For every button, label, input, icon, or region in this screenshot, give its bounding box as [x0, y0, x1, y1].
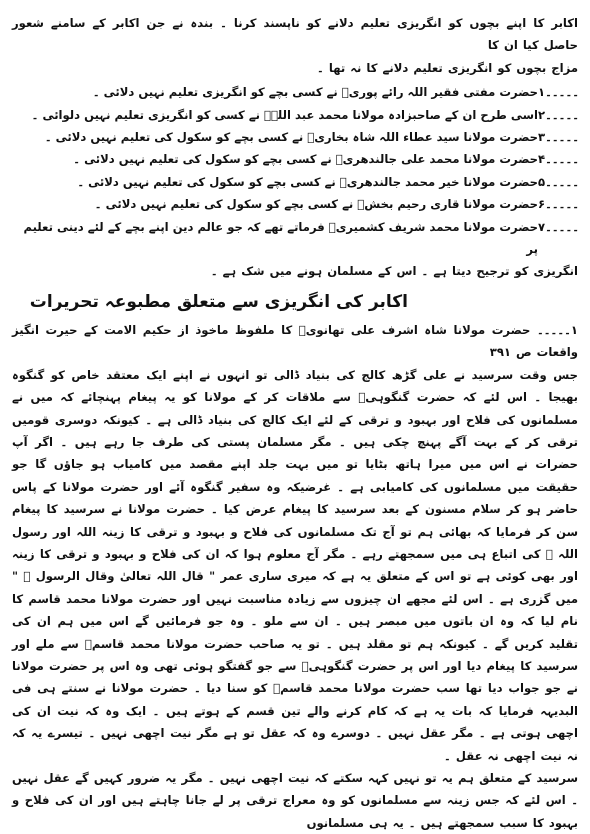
list-item: [12, 171, 578, 193]
list-text: حضرت مولانا محمد شریف کشمیریؒ فرماتے تھے کہ جو عالم دین اپنے بچے کے لئے دینی تعلیم پر: [23, 219, 538, 257]
list-item: [12, 126, 578, 148]
list-text: حضرت مولانا محمد علی جالندھریؒ نے کسی بچے کو سکول کی تعلیم نہیں دلائی ۔: [73, 152, 538, 167]
section-heading: اکابر کی انگریزی سے متعلق مطبوعہ تحریرات: [29, 291, 408, 312]
list-item: [12, 193, 578, 215]
list-number: ۲۔۔۔۔۔: [538, 107, 580, 122]
list-number: ۵۔۔۔۔۔: [538, 174, 580, 189]
list-number: ۳۔۔۔۔۔: [538, 130, 580, 145]
body-paragraph-closing: سرسید کے متعلق ہم یہ تو نہیں کہہ سکتے کہ نیت اچھی نہیں ۔ مگر یہ ضرور کہیں گے عقل نہیں ۔ اس لئے کہ جس زینہ سے مسلمانوں کو وہ معراج ترقی پر لے جانا چاہتے ہیں اور ان کی فلاح و بہبود کا سبب سمجھتے ہیں ۔ یہ ہی مسلمانوں: [12, 771, 578, 830]
body-paragraph-source: ۱۔۔۔۔۔ حضرت مولانا شاہ اشرف علی تھانویؒ کا ملفوظ ماخوذ از حکیم الامت کے حیرت انگیز واقعات ص ۳۹۱: [12, 322, 578, 360]
list-number: ۴۔۔۔۔۔: [538, 152, 580, 167]
body-paragraph-main: جس وقت سرسید نے علی گڑھ کالج کی بنیاد ڈالی تو انہوں نے اپنے ایک معتقد خاص کو گنگوہ بھیجا ۔ اس لئے کہ حضرت گنگوہیؒ سے ملاقات کر کے مولانا کو یہ پیغام پہنچائے کہ میں نے مسلمانوں کی فلاح اور بہبود و ترقی کے لئے ایک کالج کی بنیاد ڈالی ہے ۔ کیونکہ دوسری قومیں ترقی کر کے بہت آگے پہنچ چکی ہیں ۔ مگر مسلمان پستی کی طرف جا رہے ہیں ۔ اگر آپ حضرات نے اس میں میرا ہاتھ بٹایا تو میں بہت جلد اپنے مقصد میں کامیاب ہو جاؤں گا جو حقیقت میں مسلمانوں کی کامیابی ہے ۔ غرضیکہ وہ سفیر گنگوہ آئے اور حضرت مولانا کے پاس حاضر ہو کر سلام مسنون کے بعد سرسید کا پیغام عرض کیا ۔ حضرت مولانا نے سرسید کا پیغام سن کر فرمایا کہ بھائی ہم تو آج تک مسلمانوں کی فلاح و بہبود و ترقی کا زینہ اللہ اور رسول اللہ ﷺ کی اتباع ہی میں سمجھتے رہے ۔ مگر آج معلوم ہوا کہ ان کی فلاح و بہبود و ترقی کا زینہ اور بھی کوئی ہے تو اس کے متعلق یہ ہے کہ میری ساری عمر " قال اللہ تعالیٰ وقال الرسول ﷺ " میں گزری ہے ۔ اس لئے مجھے ان چیزوں سے زیادہ مناسبت نہیں اور حضرت مولانا محمد قاسم کا نام لیا کہ وہ ان باتوں میں مبصر ہیں ۔ ان سے ملو ۔ وہ جو فرمائیں گے اس میں ہم ان کی تقلید کریں گے ۔ کیونکہ ہم تو مقلد ہیں ۔ تو یہ صاحب حضرت مولانا محمد قاسمؒ سے ملے اور سرسید کا پیغام دیا اور اس پر حضرت گنگوہیؒ سے جو گفتگو ہوئی تھی وہ اس پر حضرت مولانا نے جو جواب دیا تھا سب حضرت مولانا محمد قاسمؒ کو سنا دیا ۔ حضرت مولانا نے سنتے ہی فی البدیہہ فرمایا کہ بات یہ ہے کہ کام کرنے والے تین قسم کے ہوتے ہیں ۔ ایک وہ کہ نیت ان کی اچھی ہوتی ہے ۔ مگر عقل نہیں ۔ دوسرے وہ کہ عقل تو ہے مگر نیت اچھی نہیں ۔ تیسرے یہ کہ نہ نیت اچھی نہ عقل ۔: [12, 367, 578, 763]
list-item: [12, 148, 578, 170]
intro-line-2: مزاج بچوں کو انگریزی تعلیم دلانے کا نہ تھا ۔: [317, 60, 578, 75]
list-text: حضرت مفتی فقیر اللہ رائے پوریؒ نے کسی بچے کو انگریزی تعلیم نہیں دلائی ۔: [92, 85, 538, 100]
list-item: [12, 81, 578, 103]
list-item: [12, 104, 578, 126]
list-text: حضرت مولانا سید عطاء اللہ شاہ بخاریؒ نے کسی بچے کو سکول کی تعلیم نہیں دلائی ۔: [44, 130, 538, 145]
list-number: ۷۔۔۔۔۔: [538, 219, 580, 234]
list-text: حضرت مولانا قاری رحیم بخشؒ نے کسی بچے کو سکول کی تعلیم نہیں دلائی ۔: [94, 197, 538, 212]
list-item: [12, 216, 578, 261]
list-text: اسی طرح ان کے صاحبزادہ مولانا محمد عبد اللہؒ نے کسی کو انگریزی تعلیم نہیں دلوائی ۔: [31, 107, 538, 122]
list-text: حضرت مولانا خیر محمد جالندھریؒ نے کسی بچے کو سکول کی تعلیم نہیں دلائی ۔: [77, 174, 538, 189]
list-continuation: انگریزی کو ترجیح دیتا ہے ۔ اس کے مسلمان ہونے میں شک ہے ۔: [210, 264, 578, 279]
elders-list: [12, 81, 578, 260]
list-number: ۱۔۔۔۔۔: [538, 85, 580, 100]
intro-line-1: اکابر کا اپنے بچوں کو انگریزی تعلیم دلانے کو ناپسند کرنا ۔ بندہ نے جن اکابر کے سامنے شعور حاصل کیا ان کا: [12, 16, 578, 53]
list-number: ۶۔۔۔۔۔: [538, 197, 580, 212]
